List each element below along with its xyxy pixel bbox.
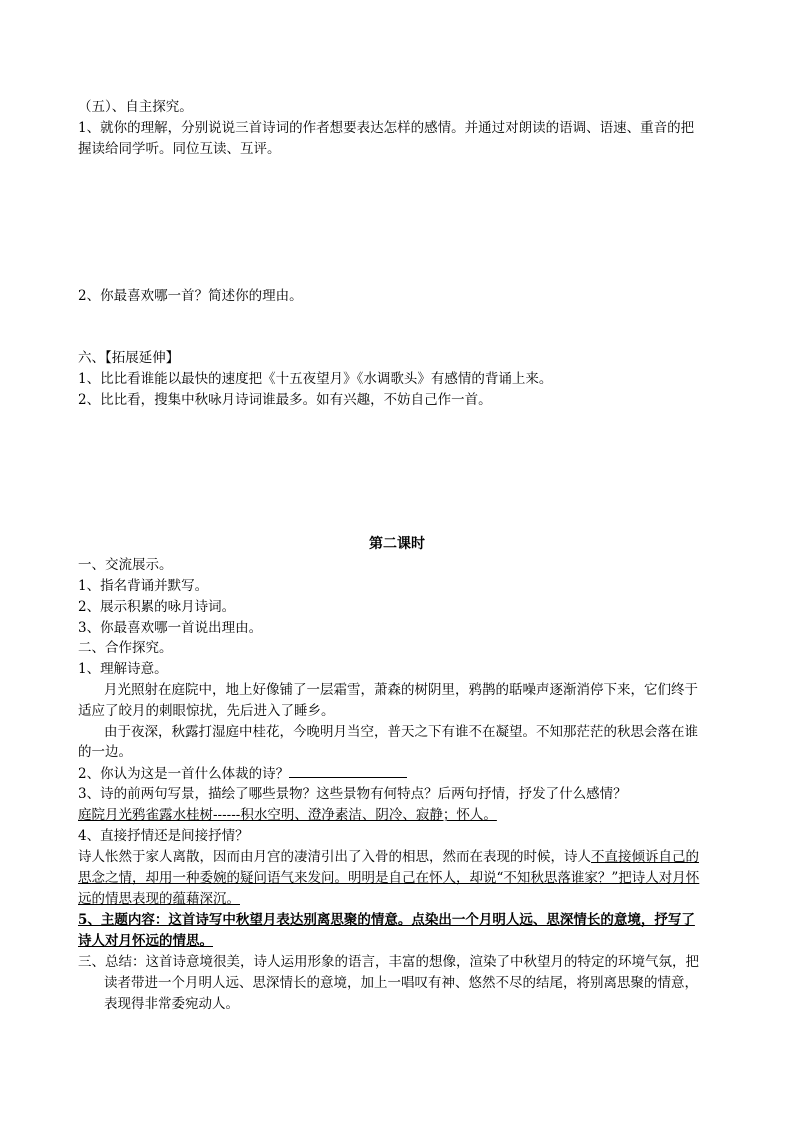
lesson2-p2: 二、合作探究。 [78, 640, 173, 656]
lesson2-p1-3: 3、你最喜欢哪一首说出理由。 [78, 620, 263, 636]
lesson2-p1-1: 1、指名背诵并默写。 [78, 578, 209, 594]
s6-q1: 1、比比看谁能以最快的速度把《十五夜望月》《水调歌头》有感情的背诵上来。 [78, 371, 553, 387]
answer4-part1: 诗人怅然于家人离散，因而由月宫的凄清引出了入骨的相思，然而在表现的时候，诗人 [78, 849, 591, 865]
genre-question: 2、你认为这是一首什么体裁的诗？ [78, 766, 290, 782]
lesson2-p2-5-line1: 5、主题内容：这首诗写中秋望月表达别离思聚的情意。点染出一个月明人远、思深情长的意境，抒写了 [78, 912, 695, 928]
genre-answer-blank[interactable] [289, 763, 407, 778]
answer4-part2: 不直接倾诉自己的 [591, 849, 699, 865]
lesson2-p2-4-answer-line3: 远的情思表现的蕴藉深沉。 [78, 891, 240, 907]
summary-line2: 读者带进一个月明人远、思深情长的意境，加上一唱叹有神、悠然不尽的结尾，将别离思聚的情意， [104, 975, 698, 991]
lesson2-p2-1: 1、理解诗意。 [78, 661, 168, 677]
lesson2-p1-2: 2、展示积累的咏月诗词。 [78, 599, 236, 615]
meaning-line4: 的一边。 [78, 744, 132, 760]
lesson2-p2-4-answer-line2: 思念之情，却用一种委婉的疑问语气来发问。明明是自己在怀人，却说“不知秋思落谁家？”把诗人对月怀 [78, 870, 700, 886]
summary-line3: 表现得非常委宛动人。 [104, 996, 239, 1012]
s5-heading: （五）、自主探究。 [78, 99, 193, 115]
summary-line1: 三、总结：这首诗意境很美，诗人运用形象的语言，丰富的想像，渲染了中秋望月的特定的环境气氛，把 [78, 954, 699, 970]
s5-q1-line2: 握读给同学听。同位互读、互评。 [78, 141, 281, 157]
meaning-line1: 月光照射在庭院中，地上好像铺了一层霜雪，萧森的树阴里，鸦鹊的聒噪声逐渐消停下来，它们终于 [104, 682, 698, 698]
lesson2-p2-2 [78, 763, 407, 784]
s6-q2: 2、比比看，搜集中秋咏月诗词谁最多。如有兴趣，不妨自己作一首。 [78, 392, 492, 408]
lesson2-p2-3: 3、诗的前两句写景，描绘了哪些景物？这些景物有何特点？后两句抒情，抒发了什么感情？ [78, 786, 627, 802]
lesson2-p2-3-answer: 庭院月光鸦雀露水桂树------积水空明、澄净素洁、阴冷、寂静；怀人。 [78, 807, 497, 823]
s5-q2: 2、你最喜欢哪一首？简述你的理由。 [78, 288, 303, 304]
lesson2-title: 第二课时 [369, 536, 425, 552]
s5-q1-line1: 1、就你的理解，分别说说三首诗词的作者想要表达怎样的感情。并通过对朗读的语调、语速、重音的把 [78, 120, 695, 136]
meaning-line3: 由于夜深，秋露打湿庭中桂花，今晚明月当空，普天之下有谁不在凝望。不知那茫茫的秋思会落在谁 [104, 724, 698, 740]
lesson2-p2-4: 4、直接抒情还是间接抒情？ [78, 828, 249, 844]
meaning-line2: 适应了皎月的刺眼惊扰，先后进入了睡乡。 [78, 703, 335, 719]
lesson2-p2-4-answer-line1 [78, 847, 699, 867]
s6-heading: 六、【拓展延伸】 [78, 350, 180, 366]
lesson2-p1: 一、交流展示。 [78, 557, 173, 573]
lesson2-p2-5-line2: 诗人对月怀远的情思。 [78, 933, 213, 949]
